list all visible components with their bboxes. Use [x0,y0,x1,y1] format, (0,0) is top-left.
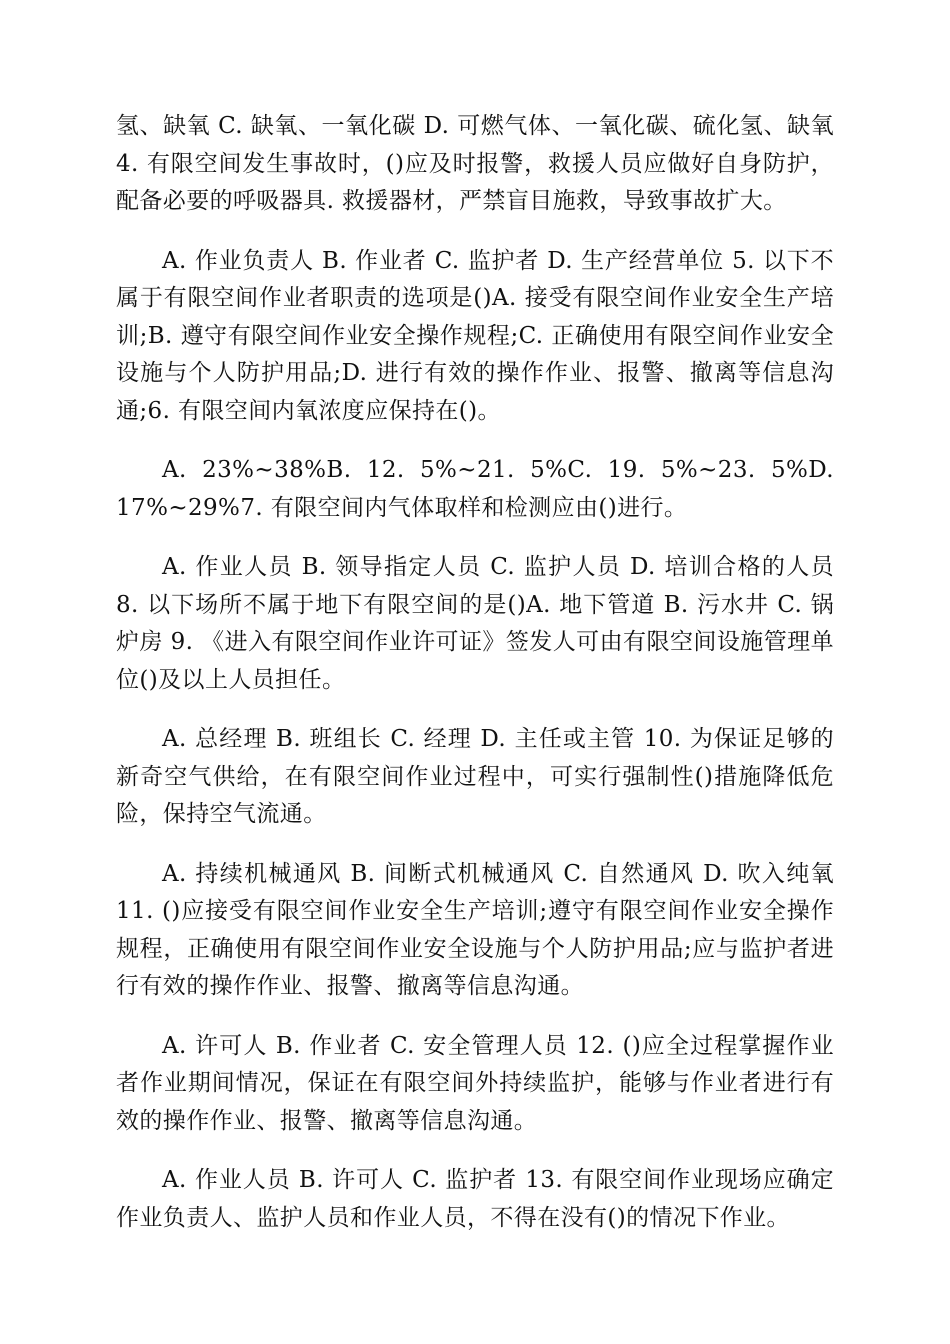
paragraph: A. 总经理 B. 班组长 C. 经理 D. 主任或主管 10. 为保证足够的新奇空气供给，在有限空间作业过程中，可实行强制性()措施降低危险，保持空气流通。 [116,726,834,827]
paragraph: A. 作业人员 B. 许可人 C. 监护者 13. 有限空间作业现场应确定作业负责人、监护人员和作业人员，不得在没有()的情况下作业。 [116,1167,834,1231]
paragraph: A. 许可人 B. 作业者 C. 安全管理人员 12. ()应全过程掌握作业者作业期间情况，保证在有限空间外持续监护，能够与作业者进行有效的操作作业、报警、撤离等信息沟通。 [116,1032,834,1134]
paragraph: A. 持续机械通风 B. 间断式机械通风 C. 自然通风 D. 吹入纯氧 11. ()应接受有限空间作业安全生产培训;遵守有限空间作业安全操作规程，正确使用有限空间作业安全设施与个人防护用品;应与监护者进行有效的操作作业、报警、撤离等信息沟通。 [116,860,834,999]
paragraph: A. 23%~38%B. 12. 5%~21. 5%C. 19. 5%~23. 5%D. 17%~29%7. 有限空间内气体取样和检测应由()进行。 [116,457,834,521]
paragraph: 氢、缺氧 C. 缺氧、一氧化碳 D. 可燃气体、一氧化碳、硫化氢、缺氧 4. 有限空间发生事故时，()应及时报警，救援人员应做好自身防护，配备必要的呼吸器具. 救援器材，严禁盲目施救，导致事故扩大。 [116,113,834,214]
paragraph: A. 作业负责人 B. 作业者 C. 监护者 D. 生产经营单位 5. 以下不属于有限空间作业者职责的选项是()A. 接受有限空间作业安全生产培训;B. 遵守有限空间作业安全操作规程;C. 正确使用有限空间作业安全设施与个人防护用品;D. 进行有效的操作作业、报警、撤离等信息沟通;6. 有限空间内氧浓度应保持在()。 [116,247,834,424]
document-page [116,108,834,1259]
paragraph: A. 作业人员 B. 领导指定人员 C. 监护人员 D. 培训合格的人员 8. 以下场所不属于地下有限空间的是()A. 地下管道 B. 污水井 C. 锅炉房 9. 《进入有限空间作业许可证》签发人可由有限空间设施管理单位()及以上人员担任。 [116,554,834,693]
